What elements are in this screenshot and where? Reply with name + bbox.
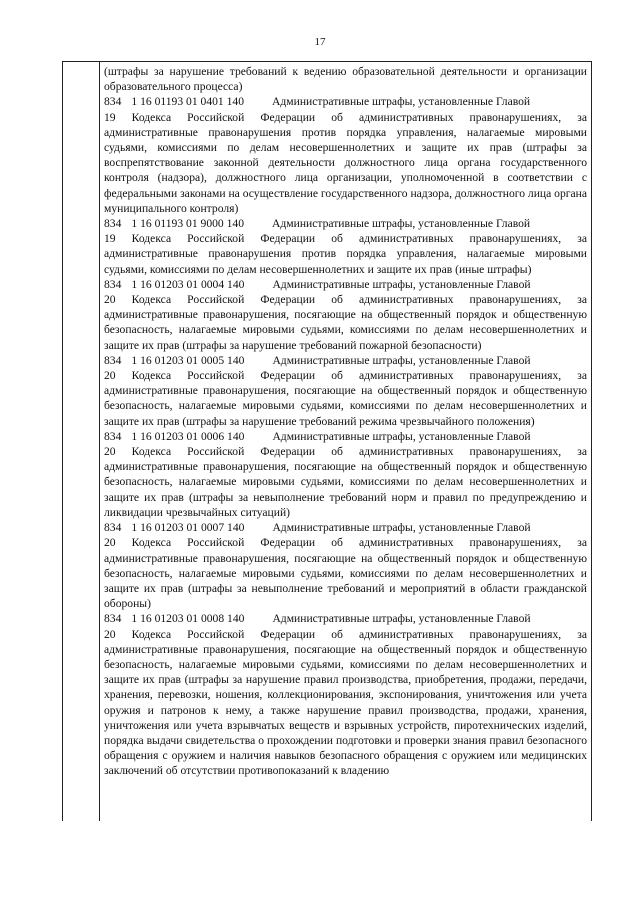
code-line (104, 520, 587, 535)
entry-text-first: Административные штрафы, установленные Главой (272, 217, 531, 231)
table-row (104, 277, 587, 353)
table-row (104, 94, 587, 216)
code-line (104, 353, 587, 368)
admin-code: 834 (104, 612, 122, 626)
table-row (104, 216, 587, 277)
code-line (104, 94, 587, 109)
kbk-code: 1 16 01203 01 0005 140 (131, 353, 245, 367)
entry-text: 20 Кодекса Российской Федерации об административных правонарушениях, за административные правонарушения, посягающие на общественный порядок и общественную безопасность, налагаемые мировыми судьями, комиссиями по делам несовершеннолетних и защите их прав (штрафы за нарушение требований режима чрезвычайного положения) (104, 369, 587, 428)
admin-code: 834 (104, 95, 122, 109)
admin-code: 834 (104, 429, 122, 443)
kbk-code: 1 16 01203 01 0004 140 (131, 277, 245, 291)
entry-text: 19 Кодекса Российской Федерации об административных правонарушениях, за административные правонарушения против порядка управления, налагаемые мировыми судьями, комиссиями по делам несовершеннолетних и защите их прав (иные штрафы) (104, 232, 587, 276)
table-row (104, 520, 587, 611)
code-line (104, 277, 587, 292)
table-row (104, 353, 587, 429)
budget-codes-table (62, 61, 592, 821)
code-line (104, 216, 587, 231)
entry-text-first: Административные штрафы, установленные Главой (272, 612, 531, 626)
entry-text: 20 Кодекса Российской Федерации об административных правонарушениях, за административные правонарушения, посягающие на общественный порядок и общественную безопасность, налагаемые мировыми судьями, комиссиями по делам несовершеннолетних и защите их прав (штрафы за нарушение правил производства, приобретения, продажи, передачи, хранения, перевозки, ношения, коллекционирования, экспонирования, уничтожения или учета оружия и патронов к нему, а также нарушение правил производства, продажи, хранения, уничтожения или учета взрывчатых веществ и взрывных устройств, пиротехнических изделий, порядка выдачи свидетельства о прохождении подготовки и проверки знания правил безопасного обращения с оружием и наличия навыков безопасного обращения с оружием или медицинских заключений об отсутствии противопоказаний к владению (104, 627, 587, 778)
entry-text-first: Административные штрафы, установленные Главой (272, 353, 531, 367)
admin-code: 834 (104, 521, 122, 535)
code-line (104, 429, 587, 444)
table-left-column (63, 62, 100, 821)
entry-text: 20 Кодекса Российской Федерации об административных правонарушениях, за административные правонарушения, посягающие на общественный порядок и общественную безопасность, налагаемые мировыми судьями, комиссиями по делам несовершеннолетних и защите их прав (штрафы за нарушение требований пожарной безопасности) (104, 293, 587, 352)
admin-code: 834 (104, 217, 122, 231)
admin-code: 834 (104, 353, 122, 367)
table-row (104, 429, 587, 520)
kbk-code: 1 16 01193 01 0401 140 (131, 95, 244, 109)
kbk-code: 1 16 01203 01 0007 140 (131, 521, 245, 535)
kbk-code: 1 16 01203 01 0006 140 (131, 429, 245, 443)
entry-text-first: Административные штрафы, установленные Главой (272, 429, 531, 443)
page-number: 17 (314, 36, 326, 48)
entry-text: 19 Кодекса Российской Федерации об административных правонарушениях, за административные правонарушения против порядка управления, налагаемые мировыми судьями, комиссиями по делам несовершеннолетних и защите их прав (штрафы за воспрепятствование законной деятельности должностного лица органа государственного контроля (надзора), должностного лица организации, уполномоченной в соответствии с федеральными законами на осуществление государственного надзора, должностного лица органа муниципального контроля) (104, 110, 587, 215)
table-text-column (101, 62, 591, 821)
entry-text: 20 Кодекса Российской Федерации об административных правонарушениях, за административные правонарушения, посягающие на общественный порядок и общественную безопасность, налагаемые мировыми судьями, комиссиями по делам несовершеннолетних и защите их прав (штрафы за невыполнение требований норм и правил по предупреждению и ликвидации чрезвычайных ситуаций) (104, 445, 587, 519)
intro-paragraph: (штрафы за нарушение требований к ведению образовательной деятельности и организации образовательного процесса) (104, 65, 587, 94)
admin-code: 834 (104, 277, 122, 291)
kbk-code: 1 16 01203 01 0008 140 (131, 612, 245, 626)
entry-text-first: Административные штрафы, установленные Главой (272, 95, 531, 109)
entry-text-first: Административные штрафы, установленные Главой (272, 521, 531, 535)
table-row (104, 611, 587, 778)
entry-text: 20 Кодекса Российской Федерации об административных правонарушениях, за административные правонарушения, посягающие на общественный порядок и общественную безопасность, налагаемые мировыми судьями, комиссиями по делам несовершеннолетних и защите их прав (штрафы за невыполнение требований и мероприятий в области гражданской обороны) (104, 536, 587, 611)
entry-text-first: Административные штрафы, установленные Главой (272, 277, 531, 291)
kbk-code: 1 16 01193 01 9000 140 (131, 217, 244, 231)
code-line (104, 611, 587, 626)
